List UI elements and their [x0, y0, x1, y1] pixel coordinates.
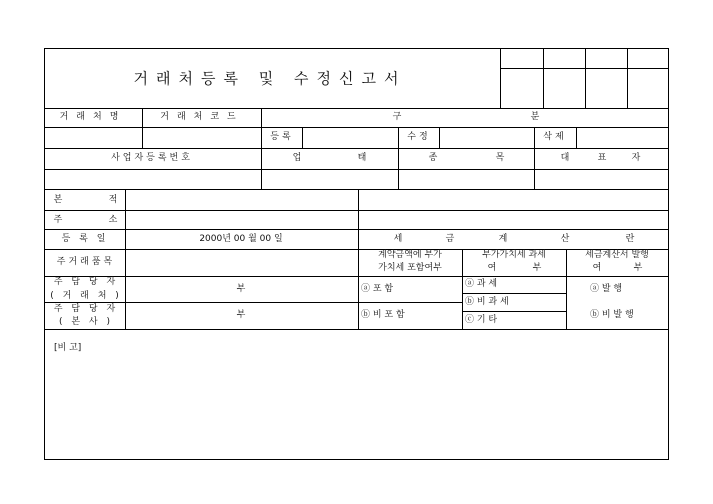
label-bonjeok-2: 적	[108, 195, 118, 205]
label-juso-1: 주	[53, 215, 63, 225]
label-manager-hq: 주 담 당 자	[53, 304, 119, 314]
label-delete: 삭제	[543, 132, 567, 142]
tax-header-3: 계	[498, 234, 508, 244]
grid-line	[585, 48, 586, 108]
tax-header-1: 세	[393, 234, 403, 244]
grid-line	[462, 311, 566, 312]
tax-header-5: 란	[625, 234, 635, 244]
label-manager-client-sub: ( 거 래 처 )	[50, 291, 122, 301]
label-bun: 분	[530, 112, 540, 122]
label-reg-date: 등 록 일	[61, 234, 109, 244]
label-gu: 구	[392, 112, 402, 122]
vat-include-q1: 계약금액에 부가	[378, 250, 442, 260]
option-nontaxable[interactable]: ⓑ 비 과 세	[465, 297, 509, 307]
grid-line	[500, 48, 501, 108]
grid-line	[44, 229, 669, 230]
invoice-issue-q1: 세금계산서 발행	[585, 250, 649, 260]
label-main-items: 주거래품목	[56, 257, 116, 267]
label-tae: 태	[357, 153, 367, 163]
grid-line	[398, 127, 399, 189]
tax-header-4: 산	[560, 234, 570, 244]
manager-client-value: 부	[236, 284, 246, 294]
remarks-area[interactable]	[45, 330, 668, 459]
grid-line	[44, 189, 669, 190]
grid-line	[627, 48, 628, 108]
vat-taxable-q1: 부가가치세 과세	[482, 250, 546, 260]
grid-line	[44, 276, 669, 277]
grid-line	[462, 249, 463, 329]
label-modify: 수정	[407, 132, 431, 142]
manager-hq-value: 부	[236, 310, 246, 320]
form-title: 거래처등록 및 수정신고서	[133, 69, 407, 88]
label-manager-hq-sub: ( 본 사 )	[59, 317, 113, 327]
invoice-issue-q2a: 여	[592, 263, 602, 273]
grid-line	[462, 293, 566, 294]
label-pyo: 표	[597, 153, 607, 163]
label-ja: 자	[631, 153, 641, 163]
label-bizno: 사업자등록번호	[111, 153, 193, 163]
grid-line	[576, 127, 577, 149]
option-include[interactable]: ⓐ 포 함	[361, 284, 394, 294]
reg-date-value: 2000년 00 월 00 일	[199, 234, 283, 244]
remarks-label: [비 고]	[54, 343, 82, 353]
label-up: 업	[292, 153, 302, 163]
grid-line	[534, 127, 535, 189]
label-trade-name: 거래처명	[59, 112, 127, 122]
label-bonjeok-1: 본	[53, 195, 63, 205]
grid-line	[142, 108, 143, 149]
option-taxable[interactable]: ⓐ 과 세	[465, 279, 498, 289]
grid-line	[44, 249, 669, 250]
label-trade-code: 거래처코드	[160, 112, 244, 122]
option-issue[interactable]: ⓐ 발 행	[590, 284, 623, 294]
invoice-issue-q2b: 부	[633, 263, 643, 273]
grid-line	[439, 127, 440, 149]
label-register: 등록	[270, 132, 294, 142]
vat-taxable-q2a: 여	[487, 263, 497, 273]
grid-line	[543, 48, 544, 108]
label-dae: 대	[560, 153, 570, 163]
label-manager-client: 주 담 당 자	[53, 277, 119, 287]
grid-line	[261, 108, 262, 189]
grid-line	[566, 249, 567, 329]
grid-line	[125, 189, 126, 329]
option-other[interactable]: ⓒ 기 타	[465, 315, 498, 325]
tax-header-2: 금	[445, 234, 455, 244]
grid-line	[44, 108, 669, 109]
label-juso-2: 소	[108, 215, 118, 225]
grid-line	[358, 189, 359, 329]
vat-taxable-q2b: 부	[532, 263, 542, 273]
grid-line	[44, 169, 669, 170]
vat-include-q2: 가치세 포함여부	[378, 263, 442, 273]
grid-line	[44, 210, 669, 211]
label-jong: 종	[428, 153, 438, 163]
grid-line	[302, 127, 303, 149]
option-no-issue[interactable]: ⓑ 비 발 행	[590, 310, 634, 320]
label-mok: 목	[495, 153, 505, 163]
option-exclude[interactable]: ⓑ 비 포 함	[361, 310, 405, 320]
